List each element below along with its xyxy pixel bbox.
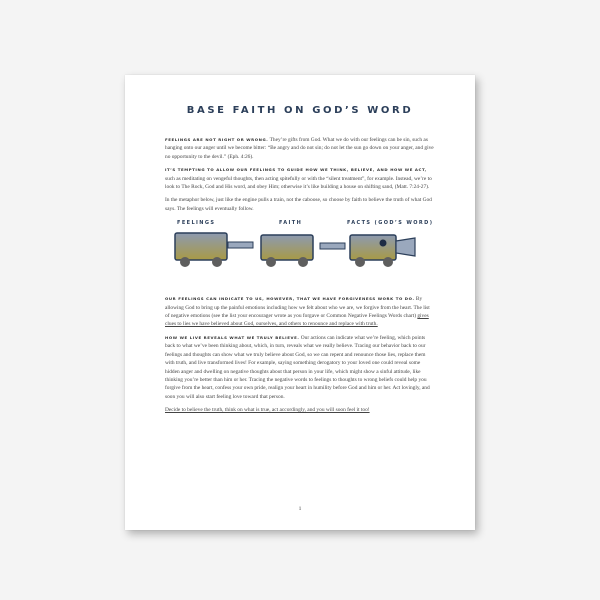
underlined-text: Decide to believe the truth, think on what is true, act accordingly, and you will soon feel it too! [165,407,370,414]
underlined-text: gives clues to lies we have believed about God, ourselves, and others to renounce and replace with truth. [165,313,429,328]
wheel-icon [266,257,276,267]
paragraph-text: By allowing God to bring up the painful emotions including how we felt about who we are, we forgive from the heart. The list of negative emotions (see the list your encourager wrote as you forgave or Common Negative Feelings Words chart) [165,296,430,320]
paragraph-lead: FEELINGS ARE NOT RIGHT OR WRONG. [165,137,269,142]
facts-engine [350,235,415,267]
paragraph-train-metaphor [165,196,435,213]
paragraph-text: They’re gifts from God. What we do with our feelings can be sin, such as hanging onto our anger until we become bitter: “Be angry and do not sin; do not let the sun go down on your anger, and give no opportunity to the devil.” (Eph. 4:26). [165,137,434,160]
paragraph-text: such as meditating on vengeful thoughts, then acting spitefully or with the “silent treatment”, for example. Instead, we’re to look to The Rock, God and His word, and obey Him; otherwise it’s like building a house on shifting sand, (Matt. 7:24-27). [165,175,432,191]
feelings-car [175,233,227,267]
faith-car [261,235,313,267]
paragraph-feelings-not-right-or-wrong [165,136,435,161]
paragraph-closing-exhortation [165,406,435,414]
paragraph-text: In the metaphor below, just like the engine pulls a train, not the caboose, so choose by faith to believe the truth of what God says. The feelings will eventually follow. [165,197,432,212]
train-metaphor-illustration [165,219,435,291]
wheel-icon [355,257,365,267]
paragraph-lead: HOW WE LIVE REVEALS WHAT WE TRULY BELIEVE. [165,334,300,340]
wheel-icon [212,257,222,267]
paragraph-lead: IT’S TEMPTING TO ALLOW OUR FEELINGS TO GUIDE HOW WE THINK, BELIEVE, AND HOW WE ACT, [165,167,427,173]
train-label-faith: FAITH [279,220,303,227]
wheel-icon [298,257,308,267]
wheel-icon [383,257,393,267]
paragraph-lead: OUR FEELINGS CAN INDICATE TO US, HOWEVER, THAT WE HAVE FORGIVENESS WORK TO DO. [165,296,415,302]
document-page [125,75,475,530]
page-number: 1 [298,506,302,512]
train-label-feelings: FEELINGS [177,220,216,227]
train-drawing [165,219,435,291]
cowcatcher-icon [396,238,415,256]
coupling-connector [320,243,345,249]
page-title: BASE FAITH ON GOD’S WORD [186,105,414,116]
paragraph-text: Our actions can indicate what we’re feeling, which points back to what we’ve been thinking about, which, in turn, reveals what we really believe. Tracing our behavior back to our feelings and thoughts can show what we truly believe about God, so we can repent and renounce those lies, replace them with truth, and live transformed lives! For example, saying something derogatory to your loved one could reveal some hidden anger and dwelling on negative thoughts about that person in your life, which might show a sinful attitude, like thinking you’re better than him or her. Tracing the negative words to feelings to thoughts to wrong beliefs could help you forgive from the heart, confess your own pride, realign your heart in humility before God and him or her. Act lovingly, and soon you will also start feeling love toward that person. [165,334,430,400]
coupling-connector [228,242,253,248]
paragraph-tempting-feelings-guide [165,166,435,191]
wheel-icon [180,257,190,267]
paragraph-how-we-live [165,334,435,401]
paragraph-forgiveness-work [165,295,435,329]
headlight-icon [380,240,387,247]
train-label-facts: FACTS (GOD’S WORD) [347,220,434,227]
